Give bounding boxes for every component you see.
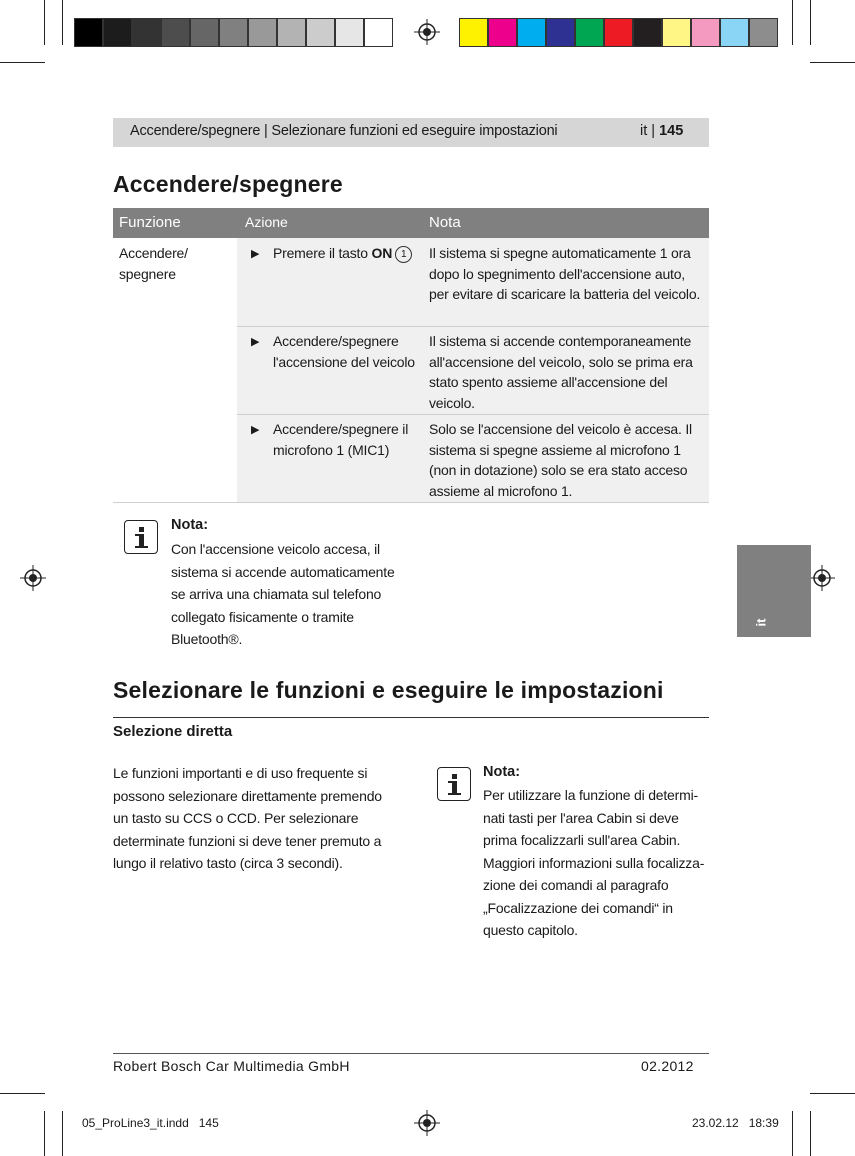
crop-mark [810,0,811,45]
page-number [640,123,683,139]
note-cell: Solo se l'accensione del veicolo è accesa. Il sistema si spegne assieme al microfono 1 (non in dotazione) solo se era stato acceso assieme al microfono 1. [429,421,692,499]
color-swatch [720,18,749,47]
section-title: Accendere/spegnere [113,171,343,197]
table-header [113,208,709,238]
color-swatch [488,18,517,47]
note-title: Nota: [171,517,209,533]
crop-mark [792,1111,793,1156]
color-swatch [517,18,546,47]
language-code: it | [640,123,660,139]
crop-mark [810,1093,855,1094]
running-title: Accendere/spegnere | Selezionare funzioni ed eseguire impostazioni [130,123,558,139]
color-swatch [248,18,277,47]
color-swatch [335,18,364,47]
page-number-value: 145 [659,123,684,139]
color-swatch [190,18,219,47]
on-key-label: ON [371,245,393,261]
column-header-function: Funzione [119,214,181,231]
footer-company: Robert Bosch Car Multimedia GmbH [113,1058,350,1074]
color-swatch [691,18,720,47]
crop-mark [0,62,45,63]
crop-mark [44,0,45,45]
registration-mark-icon [809,565,835,591]
footer-rule [113,1053,709,1054]
footer-date: 02.2012 [641,1058,694,1074]
subsection-title: Selezione diretta [113,723,233,740]
action-cell: Accendere/spegnere il microfono 1 (MIC1) [273,421,409,458]
note-title: Nota: [483,764,521,780]
color-swatch [277,18,306,47]
row-divider [237,414,709,415]
color-swatch [161,18,190,47]
bullet-arrow-icon: ▶ [251,424,260,436]
section-title: Selezionare le funzioni e eseguire le impostazioni [113,677,664,703]
color-swatch [749,18,778,47]
color-swatch [364,18,393,47]
paragraph: Le funzioni importanti e di uso frequente si possono selezionare direttamente premendo un tasto su CCS o CCD. Per selezionare determinate funzioni si deve tener premuto a lungo il relativo tasto (circa 3 secondi). [113,765,382,871]
note-cell: Il sistema si accende contemporaneamente all'accensione del veicolo, solo se prima era stato spento assieme all'accensione del veicolo. [429,333,693,411]
function-cell: Accendere/ spegnere [119,245,188,282]
color-swatch [604,18,633,47]
row-divider [113,502,709,503]
crop-mark [44,1111,45,1156]
row-divider [237,326,709,327]
crop-mark [0,1093,45,1094]
info-icon [437,767,471,801]
section-rule [113,717,709,718]
slug-file-info: 05_ProLine3_it.indd 145 [82,1116,219,1130]
action-cell: Accendere/spegnere l'accensione del veicolo [273,333,415,370]
registration-mark-icon [414,19,440,45]
color-swatch [219,18,248,47]
note-cell: Il sistema si spegne automaticamente 1 ora dopo lo spegnimento dell'accensione auto, per evitare di scaricare la batteria del veicolo. [429,245,701,302]
side-tab-label: it [753,618,769,627]
color-swatch [103,18,132,47]
color-swatch [306,18,335,47]
registration-mark-icon [414,1110,440,1136]
bullet-arrow-icon: ▶ [251,336,260,348]
color-swatch [633,18,662,47]
color-swatch [459,18,488,47]
color-swatch [546,18,575,47]
crop-mark [62,0,63,45]
registration-mark-icon [20,565,46,591]
color-swatch [662,18,691,47]
info-icon [124,520,158,554]
slug-timestamp: 23.02.12 18:39 [692,1116,779,1130]
crop-mark [62,1111,63,1156]
key-number-badge: 1 [395,246,412,263]
note-text: Con l'accensione veicolo accesa, il sistema si accende automaticamente se arriva una chiamata sul telefono collegato fisicamente o tramite Bluetooth®. [171,541,395,647]
action-text: Premere il tasto [273,245,372,261]
color-swatch [132,18,161,47]
crop-mark [810,62,855,63]
bullet-arrow-icon: ▶ [251,248,260,260]
column-header-action: Azione [245,214,288,230]
column-header-note: Nota [429,214,461,231]
color-swatch [74,18,103,47]
action-cell [273,243,423,264]
crop-mark [792,0,793,45]
language-side-tab [737,545,811,637]
note-text: Per utilizzare la funzione di determi-nati tasti per l'area Cabin si deve prima focalizzarli sull'area Cabin. Maggiori informazioni sulla focalizza-zione dei comandi al paragrafo „Focalizzazione dei comandi“ in questo capitolo. [483,787,705,938]
function-table [113,208,709,502]
crop-mark [810,1111,811,1156]
color-swatch [575,18,604,47]
